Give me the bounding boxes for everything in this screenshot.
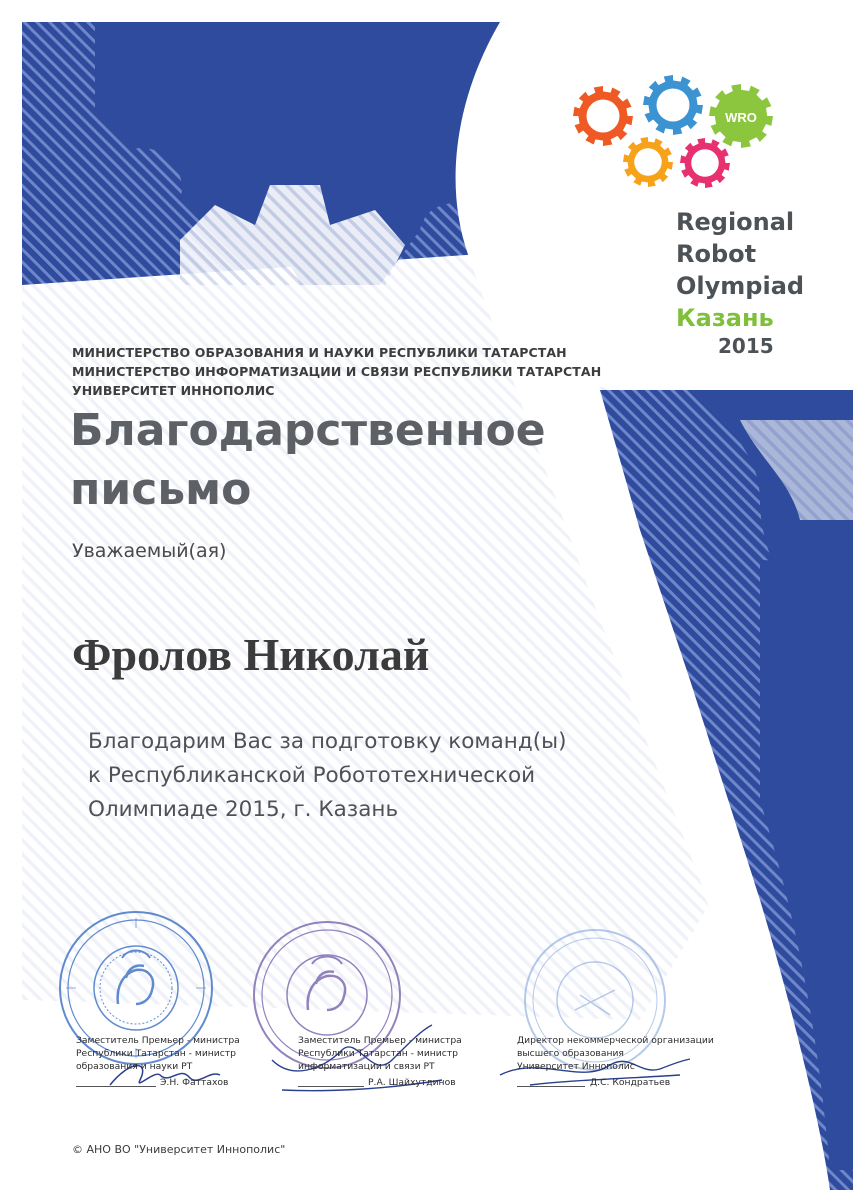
issuer-ministry-education: МИНИСТЕРСТВО ОБРАЗОВАНИЯ И НАУКИ РЕСПУБЛИКИ ТАТАРСТАН — [72, 345, 567, 360]
signatory-1-position-line-2: Республики Татарстан - министр — [76, 1048, 237, 1059]
signatory-1-signature-line — [76, 1086, 156, 1087]
logo-line-3: Olympiad — [676, 272, 805, 300]
logo-city: Казань — [676, 304, 774, 332]
document-title-line-1: Благодарственное — [70, 405, 546, 456]
signatory-3-position-line-1: Директор некоммерческой организации — [517, 1035, 714, 1046]
gear-yellow-icon — [623, 137, 673, 187]
issuer-ministry-informatization: МИНИСТЕРСТВО ИНФОРМАТИЗАЦИИ И СВЯЗИ РЕСПУБЛИКИ ТАТАРСТАН — [72, 364, 602, 379]
gear-blue-icon — [643, 75, 703, 135]
salutation: Уважаемый(ая) — [72, 540, 227, 562]
signatory-2-position-line-1: Заместитель Премьер - министра — [298, 1035, 462, 1046]
issuer-innopolis: УНИВЕРСИТЕТ ИННОПОЛИС — [72, 383, 275, 398]
signatory-3-signature-line — [517, 1086, 585, 1087]
signatory-3-name: Д.С. Кондратьев — [590, 1077, 671, 1088]
copyright: © АНО ВО "Университет Иннополис" — [72, 1143, 286, 1156]
document-title-line-2: письмо — [70, 464, 252, 515]
gear-orange-icon — [573, 86, 633, 146]
logo-line-2: Robot — [676, 240, 757, 268]
wro-gears-logo — [565, 70, 790, 195]
signatory-2-name: Р.А. Шайхутдинов — [368, 1077, 456, 1088]
signatory-3-position-line-2: высшего образования — [517, 1048, 624, 1059]
wro-badge-text: WRO — [725, 110, 757, 125]
signatory-1-name: Э.Н. Фаттахов — [160, 1077, 229, 1088]
logo-year: 2015 — [718, 334, 774, 358]
body-text-line-2: к Республиканской Робототехнической — [88, 763, 536, 788]
signatory-2-position-line-2: Республики Татарстан - министр — [298, 1048, 459, 1059]
signatory-2-position-line-3: информатизации и связи РТ — [298, 1061, 435, 1072]
signatory-2-signature-line — [298, 1086, 364, 1087]
body-text-line-3: Олимпиаде 2015, г. Казань — [88, 797, 399, 822]
signatory-3-position-line-3: Университет Иннополис — [517, 1061, 635, 1072]
logo-line-1: Regional — [676, 208, 795, 236]
gear-pink-icon — [680, 138, 730, 188]
signatory-1-position-line-1: Заместитель Премьер - министра — [76, 1035, 240, 1046]
recipient-name: Фролов Николай — [72, 629, 430, 680]
signature-shaikhutdinov — [262, 1020, 462, 1100]
signatory-1-position-line-3: образования и науки РТ — [76, 1061, 193, 1072]
body-text-line-1: Благодарим Вас за подготовку команд(ы) — [88, 729, 567, 754]
